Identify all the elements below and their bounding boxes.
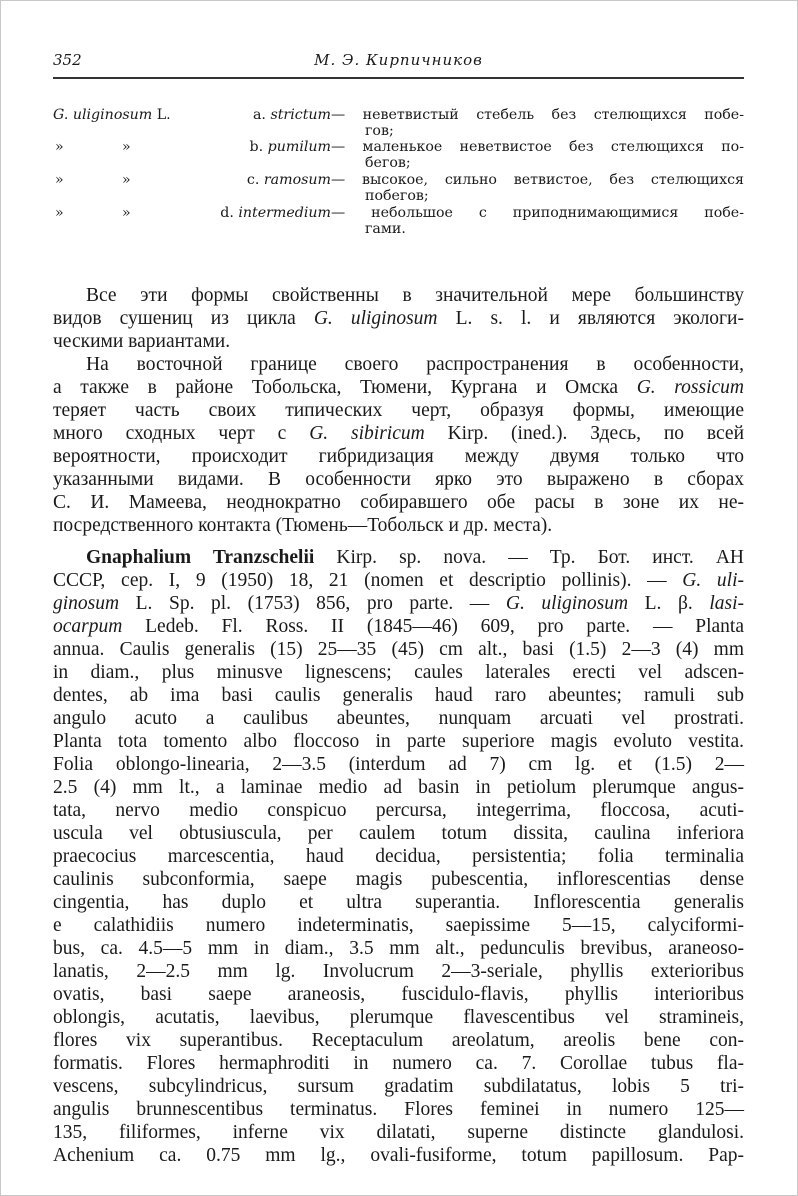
text-run: d. — [220, 205, 239, 221]
ditto-mark: » — [122, 172, 131, 188]
text-line — [53, 1122, 744, 1145]
description-line: — небольшое с приподнимающимися побе- — [331, 205, 744, 221]
italic-taxon: intermedium — [238, 205, 331, 221]
text-line — [53, 469, 744, 492]
text-run: a. — [252, 107, 271, 123]
text-run: L. s. l. и являются экологи- — [437, 308, 744, 329]
text-run: praecocius marcescentia, haud decidua, persistentia; folia terminalia — [53, 846, 744, 867]
form-row — [53, 205, 744, 237]
text-line — [86, 354, 744, 377]
text-line — [53, 400, 744, 423]
text-line — [53, 570, 744, 593]
text-line — [53, 938, 744, 961]
text-run: 135, filiformes, inferne vix dilatati, superne distincte glandulosi. — [53, 1122, 744, 1143]
text-line — [53, 1007, 744, 1030]
ditto-mark: » — [122, 205, 131, 221]
text-line — [53, 515, 744, 538]
text-run: uscula vel obtusiuscula, per caulem totum dissita, caulina inferiora — [53, 823, 744, 844]
text-run: cingentia, has duplo et ultra superantia. Inflorescentia generalis — [53, 892, 744, 913]
bold-taxon-name: Gnaphalium Tranzschelii — [86, 547, 315, 568]
text-line — [53, 708, 744, 731]
text-line — [53, 446, 744, 469]
text-line — [53, 616, 744, 639]
form-name — [253, 107, 331, 123]
text-run: ческими вариантами. — [53, 331, 231, 352]
italic-taxon: ocarpum — [53, 616, 123, 637]
text-line — [53, 308, 744, 331]
text-line — [53, 685, 744, 708]
italic-taxon: G. sibiricum — [309, 423, 425, 444]
text-run: Ledeb. Fl. Ross. II (1845—46) 609, pro parte. — Planta — [122, 616, 744, 637]
description-line: — неветвистый стебель без стелющихся побе- — [331, 107, 744, 123]
ditto-mark: » — [55, 172, 64, 188]
text-run: Kirp. (ined.). Здесь, по всей — [424, 423, 744, 444]
description-line: гов; — [365, 123, 394, 139]
species-name — [53, 107, 171, 123]
italic-taxon: pumilum — [267, 139, 331, 155]
text-run: c. — [246, 172, 264, 188]
text-run: L. — [152, 107, 171, 123]
text-run: указанными видами. В особенности ярко это выражено в сборах — [53, 469, 744, 490]
text-line — [53, 492, 744, 515]
form-row — [53, 107, 744, 139]
text-run: Achenium ca. 0.75 mm lg., ovali-fusiforme, totum papillosum. Pap- — [53, 1145, 744, 1166]
text-line — [53, 892, 744, 915]
italic-taxon: G. uliginosum — [53, 107, 153, 123]
italic-taxon: lasi- — [709, 593, 744, 614]
text-run: caulinis subconformia, saepe magis pubescentia, inflorescentias dense — [53, 869, 744, 890]
description-line: гами. — [365, 221, 406, 237]
italic-taxon: G. uliginosum — [313, 308, 438, 329]
italic-taxon: ramosum — [263, 172, 331, 188]
text-run: много сходных черт с — [53, 423, 310, 444]
italic-taxon: G. uliginosum — [505, 593, 629, 614]
text-run: посредственного контакта (Тюмень—Тобольск и др. места). — [53, 515, 553, 536]
description-line: — высокое, сильно ветвистое, без стелющихся — [331, 172, 744, 188]
text-line — [53, 1030, 744, 1053]
text-run: angulis brunnescentibus terminatus. Flores feminei in numero 125— — [53, 1099, 744, 1120]
form-name — [220, 205, 331, 221]
description-line: — маленькое неветвистое без стелющихся по- — [331, 139, 744, 155]
text-line — [53, 961, 744, 984]
text-line — [53, 731, 744, 754]
ditto-mark: » — [55, 205, 64, 221]
text-line — [86, 285, 744, 308]
description-line: побегов; — [365, 188, 429, 204]
text-line — [53, 331, 744, 354]
text-run: annua. Caulis generalis (15) 25—35 (45) cm alt., basi (1.5) 2—3 (4) mm — [53, 639, 744, 660]
text-run: formatis. Flores hermaphroditi in numero ca. 7. Corollae tubus fla- — [53, 1053, 744, 1074]
description-line: бегов; — [365, 155, 411, 171]
text-run: oblongis, acutatis, laevibus, plerumque flavescentibus vel stramineis, — [53, 1007, 744, 1028]
text-line — [53, 846, 744, 869]
text-run: vescens, subcylindricus, sursum gradatim subdilatatus, lobis 5 tri- — [53, 1076, 744, 1097]
text-run: теряет часть своих типических черт, образуя формы, имеющие — [53, 400, 744, 421]
text-run: вероятности, происходит гибридизация между двумя только что — [53, 446, 744, 467]
text-line — [53, 1145, 744, 1168]
text-line — [53, 754, 744, 777]
text-line — [53, 593, 744, 616]
text-run: e calathidiis numero indeterminatis, saepissime 5—15, calyciformi- — [53, 915, 744, 936]
italic-taxon: strictum — [270, 107, 331, 123]
italic-taxon: ginosum — [53, 593, 120, 614]
italic-taxon: G. uli- — [682, 570, 744, 591]
text-run: а также в районе Тобольска, Тюмени, Кургана и Омска — [53, 377, 637, 398]
ditto-mark: » — [55, 139, 64, 155]
text-run: bus, ca. 4.5—5 mm in diam., 3.5 mm alt., pedunculis brevibus, araneoso- — [53, 938, 744, 959]
text-run: видов сушениц из цикла — [53, 308, 314, 329]
text-line — [53, 1053, 744, 1076]
text-line — [53, 639, 744, 662]
text-line — [53, 869, 744, 892]
form-name — [250, 139, 331, 155]
page-number: 352 — [53, 51, 82, 69]
text-run: СССР, сер. I, 9 (1950) 18, 21 (nomen et descriptio pollinis). — — [53, 570, 683, 591]
ditto-mark: » — [122, 139, 131, 155]
text-run: Planta tota tomento albo floccoso in parte superiore magis evoluto vestita. — [53, 731, 744, 752]
text-run: ovatis, basi saepe araneosis, fuscidulo-flavis, phyllis interioribus — [53, 984, 744, 1005]
text-line — [53, 377, 744, 400]
text-line — [53, 984, 744, 1007]
text-line — [53, 777, 744, 800]
text-run: С. И. Мамеева, неоднократно собиравшего обе расы в зоне их не- — [53, 492, 744, 513]
text-run: tata, nervo medio conspicuo percursa, integerrima, floccosa, acuti- — [53, 800, 744, 821]
text-run: 2.5 (4) mm lt., a laminae medio ad basin in petiolum plerumque angus- — [53, 777, 744, 798]
text-run: Kirp. sp. nova. — Тр. Бот. инст. АН — [314, 547, 744, 568]
text-run: angulo acuto a caulibus abeuntes, nunquam arcuati vel prostrati. — [53, 708, 744, 729]
text-run: dentes, ab ima basi caulis generalis haud raro abeuntes; ramuli sub — [53, 685, 744, 706]
form-row — [53, 172, 744, 204]
text-line — [53, 423, 744, 446]
text-run: flores vix superantibus. Receptaculum areolatum, areolis bene con- — [53, 1030, 744, 1051]
text-line — [53, 1076, 744, 1099]
form-row — [53, 139, 744, 171]
text-line — [53, 915, 744, 938]
text-run: На восточной границе своего распространения в особенности, — [86, 354, 744, 375]
text-line — [53, 823, 744, 846]
text-line — [53, 662, 744, 685]
form-name — [247, 172, 331, 188]
header-rule — [53, 77, 744, 79]
running-head — [53, 51, 744, 75]
text-line — [86, 547, 744, 570]
italic-taxon: G. rossicum — [636, 377, 745, 398]
text-run: Все эти формы свойственны в значительной мере большинству — [86, 285, 744, 306]
text-run: in diam., plus minusve lignescens; caules laterales erecti vel adscen- — [53, 662, 744, 683]
running-title-author: М. Э. Кирпичников — [314, 51, 483, 69]
text-run: Folia oblongo-linearia, 2—3.5 (interdum ad 7) cm lg. et (1.5) 2— — [53, 754, 744, 775]
text-run: L. β. — [628, 593, 710, 614]
text-run: b. — [249, 139, 268, 155]
text-run: lanatis, 2—2.5 mm lg. Involucrum 2—3-seriale, phyllis exterioribus — [53, 961, 744, 982]
text-line — [53, 1099, 744, 1122]
text-line — [53, 800, 744, 823]
text-run: L. Sp. pl. (1753) 856, pro parte. — — [119, 593, 506, 614]
